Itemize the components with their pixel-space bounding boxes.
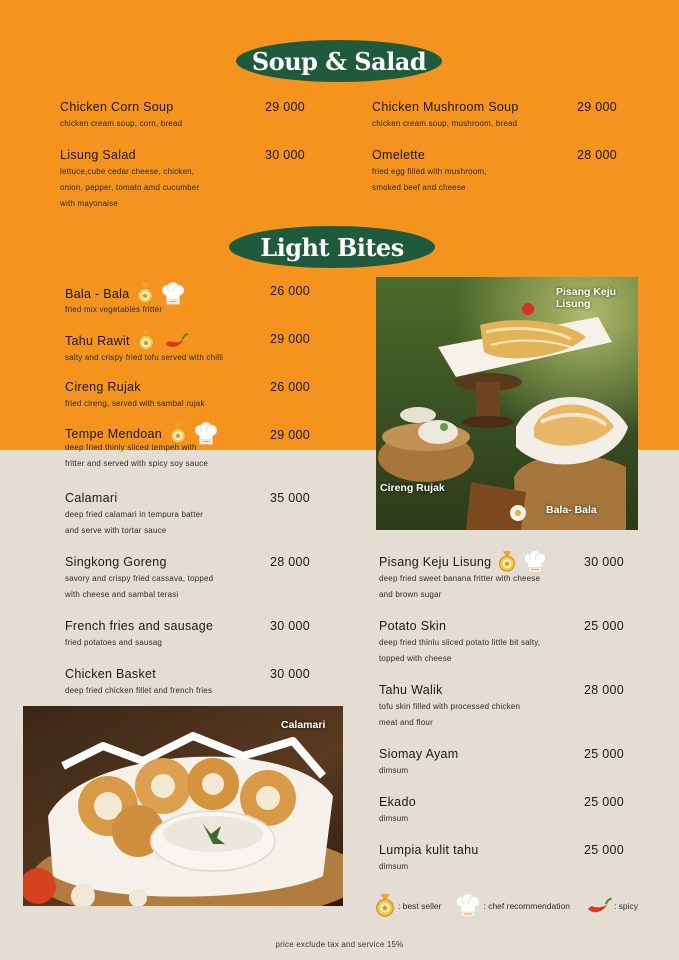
menu-item [379, 683, 520, 731]
item-desc: deep fried calamari in tempura batter and serve with tortar sauce [65, 510, 204, 535]
item-price: 30 000 [584, 555, 625, 569]
item-desc: savory and crispy fried cassava, topped with cheese and sambal terasi [65, 574, 214, 599]
menu-item [372, 100, 519, 132]
section-title-light-bites: Light Bites [229, 226, 435, 268]
item-price: 25 000 [584, 747, 625, 761]
medal-icon [497, 551, 517, 573]
item-desc: tofu skin filled with processed chicken meat and flour [379, 702, 521, 727]
menu-item [65, 330, 223, 366]
menu-item [65, 282, 185, 318]
legend-best-seller: : best seller [398, 901, 442, 911]
item-name: Tahu Walik [379, 683, 443, 697]
item-price: 28 000 [270, 555, 311, 569]
item-price: 26 000 [270, 284, 311, 298]
menu-item [60, 100, 182, 132]
item-name: Cireng Rujak [65, 380, 141, 394]
item-desc: chicken cream soup, corn, bread [60, 119, 183, 128]
menu-item [65, 380, 205, 412]
item-desc: fried mix vegetables fritter [65, 305, 163, 314]
menu-item [65, 491, 203, 539]
item-name: Tempe Mendoan [65, 427, 163, 441]
chili-icon [162, 331, 188, 351]
section-title-soup-salad: Soup & Salad [236, 40, 442, 82]
legend-spicy: : spicy [613, 901, 639, 911]
menu-item [379, 550, 547, 603]
item-desc: deep fried thinly sliced tempeh with fritter and served with spicy soy sauce [65, 443, 208, 468]
menu-item [65, 619, 213, 651]
menu-item [379, 747, 459, 779]
item-price: 30 000 [265, 148, 306, 162]
item-name: Omelette [372, 148, 426, 162]
chef-hat-icon [194, 422, 218, 446]
item-name: Lisung Salad [60, 148, 136, 162]
menu-item [372, 148, 487, 196]
item-name: Tahu Rawit [65, 334, 130, 348]
footer-note: price exclude tax and service 15% [275, 940, 404, 949]
item-name: Singkong Goreng [65, 555, 167, 569]
item-price: 28 000 [577, 148, 618, 162]
item-desc: dimsum [379, 862, 409, 871]
photo-label: Pisang Keju Lisung [556, 286, 617, 310]
item-price: 30 000 [270, 619, 311, 633]
item-desc: lettuce,cube cedar cheese, chicken, onion, pepper, tomato amd cucumber with mayonaise [60, 167, 200, 208]
menu-item [60, 148, 199, 212]
menu-item [379, 619, 540, 667]
item-price: 29 000 [270, 332, 311, 346]
menu-item [65, 422, 218, 472]
item-price: 25 000 [584, 619, 625, 633]
photo-pisang-cireng-bala [376, 277, 638, 530]
photo-label: Bala- Bala [546, 504, 597, 516]
item-price: 26 000 [270, 380, 311, 394]
photo-label: Cireng Rujak [380, 482, 445, 494]
item-name: Lumpia kulit tahu [379, 843, 479, 857]
item-name: French fries and sausage [65, 619, 214, 633]
item-name: Calamari [65, 491, 118, 505]
food-photo [23, 706, 343, 906]
item-name: Chicken Basket [65, 667, 157, 681]
item-price: 29 000 [270, 428, 311, 442]
item-price: 29 000 [265, 100, 306, 114]
item-name: Chicken Mushroom Soup [372, 100, 519, 114]
photo-label: Calamari [281, 719, 326, 731]
item-desc: dimsum [379, 766, 409, 775]
item-desc: dimsum [379, 814, 409, 823]
icon-legend [374, 893, 638, 919]
chef-hat-icon [161, 282, 185, 306]
item-desc: fried cireng, served with sambal rujak [65, 399, 205, 408]
item-name: Siomay Ayam [379, 747, 459, 761]
item-desc: fried egg filled with mushroom, smoked beef and cheese [372, 167, 487, 192]
item-name: Ekado [379, 795, 416, 809]
item-desc: deep fried sweet banana fritter with cheese and brown sugar [379, 574, 541, 599]
item-price: 30 000 [270, 667, 311, 681]
item-price: 35 000 [270, 491, 311, 505]
medal-icon [374, 894, 396, 918]
photo-calamari [23, 706, 343, 906]
medal-icon [136, 330, 156, 352]
menu-item [379, 795, 416, 827]
item-desc: deep fried chicken fillet and french fries [65, 686, 213, 695]
item-desc: chicken cream soup, mushroom, bread [372, 119, 518, 128]
item-name: Pisang Keju Lisung [379, 555, 492, 569]
item-desc: deep fried thinlu sliced potato little bit salty, topped with cheese [379, 638, 541, 663]
item-price: 25 000 [584, 795, 625, 809]
menu-item [379, 843, 479, 875]
chili-icon [584, 896, 612, 916]
item-name: Bala - Bala [65, 287, 130, 301]
item-price: 25 000 [584, 843, 625, 857]
legend-chef: : chef recommendation [483, 901, 570, 911]
chef-hat-icon [455, 893, 481, 919]
menu-item [65, 667, 212, 699]
item-desc: salty and crispy fried tofu served with chilli [65, 353, 224, 362]
item-desc: fried potatoes and sausag [65, 638, 163, 647]
item-name: Potato Skin [379, 619, 447, 633]
item-name: Chicken Corn Soup [60, 100, 174, 114]
item-price: 28 000 [584, 683, 625, 697]
menu-item [65, 555, 213, 603]
item-price: 29 000 [577, 100, 618, 114]
